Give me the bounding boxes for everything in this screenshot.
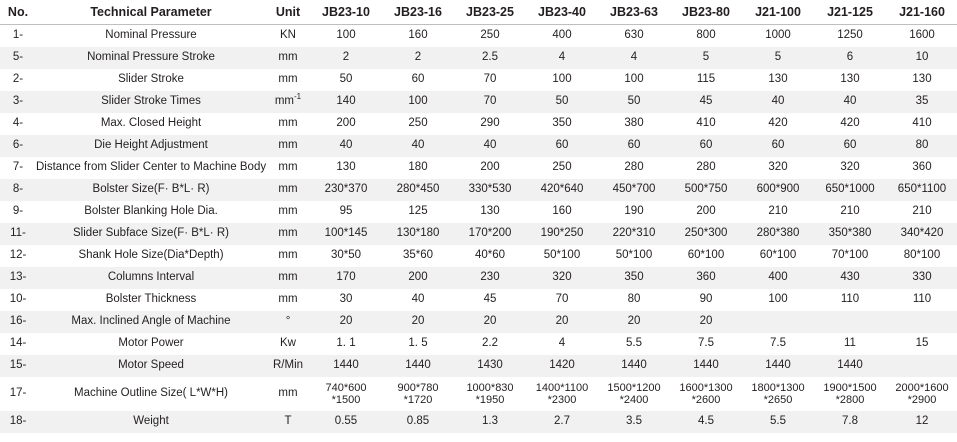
cell-value: 280*380 bbox=[756, 227, 800, 240]
cell-value: 5.5 bbox=[770, 415, 786, 428]
cell-value: 60 bbox=[627, 139, 641, 152]
table-row bbox=[0, 311, 957, 333]
column-header-jb23-80: JB23-80 bbox=[670, 0, 742, 25]
cell-value: 650*1100 bbox=[897, 183, 947, 196]
cell-value: 50 bbox=[627, 95, 641, 108]
cell-unit: Kw bbox=[280, 337, 296, 350]
cell-no: 2- bbox=[12, 73, 24, 86]
cell-value: 450*700 bbox=[612, 183, 656, 196]
cell-value bbox=[886, 311, 957, 333]
cell-value: 350 bbox=[624, 271, 644, 284]
cell-value: 1440 bbox=[693, 359, 719, 372]
cell-value: 350 bbox=[552, 117, 572, 130]
cell-value: 280 bbox=[696, 161, 716, 174]
cell-value: 100 bbox=[408, 95, 428, 108]
cell-parameter: Die Height Adjustment bbox=[94, 139, 208, 152]
cell-value: 110 bbox=[840, 293, 860, 306]
cell-value: 4 bbox=[630, 51, 638, 64]
cell-value: 130 bbox=[768, 73, 788, 86]
cell-parameter: Max. Closed Height bbox=[100, 117, 202, 130]
cell-unit: mm bbox=[278, 51, 298, 64]
cell-no: 10- bbox=[9, 293, 27, 306]
cell-value: 600*900 bbox=[756, 183, 800, 196]
cell-value: 230 bbox=[480, 271, 500, 284]
column-header-jb23-63: JB23-63 bbox=[598, 0, 670, 25]
cell-value: 250 bbox=[552, 161, 572, 174]
cell-value: 20 bbox=[411, 315, 425, 328]
table-row bbox=[0, 267, 957, 289]
table-row bbox=[0, 47, 957, 69]
cell-value: 320 bbox=[552, 271, 572, 284]
cell-value: 7.5 bbox=[770, 337, 786, 350]
cell-value: 60*100 bbox=[687, 249, 725, 262]
cell-value: 250 bbox=[408, 117, 428, 130]
cell-value: 100 bbox=[624, 73, 644, 86]
cell-value: 60 bbox=[699, 139, 713, 152]
cell-value: 35*60 bbox=[402, 249, 434, 262]
cell-value: 5.5 bbox=[626, 337, 642, 350]
table-row bbox=[0, 135, 957, 157]
cell-value: 280 bbox=[624, 161, 644, 174]
cell-value: 40 bbox=[339, 139, 353, 152]
cell-unit: mm bbox=[278, 271, 298, 284]
cell-value: 130 bbox=[840, 73, 860, 86]
table-row bbox=[0, 201, 957, 223]
cell-value: 11 bbox=[844, 337, 856, 350]
cell-value: 380 bbox=[624, 117, 644, 130]
cell-value: 170 bbox=[336, 271, 356, 284]
cell-value: 12 bbox=[915, 415, 929, 428]
column-header-jb23-25: JB23-25 bbox=[454, 0, 526, 25]
cell-value: 40 bbox=[843, 95, 857, 108]
cell-value: 630 bbox=[624, 29, 644, 42]
cell-unit: mm bbox=[278, 183, 298, 196]
cell-value: 60*100 bbox=[759, 249, 797, 262]
cell-value: 7.5 bbox=[698, 337, 714, 350]
cell-value: 40 bbox=[483, 139, 497, 152]
cell-value: 190*250 bbox=[540, 227, 584, 240]
column-header-jb23-40: JB23-40 bbox=[526, 0, 598, 25]
cell-unit: KN bbox=[280, 29, 296, 42]
cell-value: 1440 bbox=[621, 359, 647, 372]
cell-value: 650*1000 bbox=[825, 183, 875, 196]
cell-parameter: Machine Outline Size( L*W*H) bbox=[73, 387, 229, 400]
table-row bbox=[0, 69, 957, 91]
cell-value: 320 bbox=[768, 161, 788, 174]
cell-no: 11- bbox=[10, 227, 26, 240]
cell-unit: mm bbox=[278, 139, 298, 152]
cell-value: 1420 bbox=[549, 359, 575, 372]
cell-parameter: Bolster Blanking Hole Dia. bbox=[84, 205, 218, 218]
cell-value: 80 bbox=[915, 139, 929, 152]
cell-value: 20 bbox=[339, 315, 353, 328]
cell-value: 400 bbox=[768, 271, 788, 284]
cell-value: 20 bbox=[699, 315, 713, 328]
table-header bbox=[0, 0, 957, 25]
cell-value: 200 bbox=[480, 161, 500, 174]
cell-value: 70 bbox=[483, 95, 497, 108]
cell-value: 130 bbox=[480, 205, 500, 218]
cell-parameter: Slider Stroke bbox=[118, 73, 184, 86]
cell-value: 2.2 bbox=[482, 337, 498, 350]
cell-value: 15 bbox=[915, 337, 929, 350]
cell-value: 1600*1300 *2600 bbox=[679, 381, 733, 406]
cell-value: 100 bbox=[552, 73, 572, 86]
cell-unit: mm bbox=[278, 387, 298, 400]
cell-value: 200 bbox=[408, 271, 428, 284]
cell-no: 14- bbox=[9, 337, 27, 350]
cell-value bbox=[814, 311, 886, 333]
cell-value: 50 bbox=[555, 95, 569, 108]
table-row bbox=[0, 377, 957, 411]
cell-parameter: Max. Inclined Angle of Machine bbox=[71, 315, 231, 328]
table-body bbox=[0, 25, 957, 434]
cell-value: 330 bbox=[912, 271, 932, 284]
cell-value: 5 bbox=[702, 51, 710, 64]
table-row bbox=[0, 157, 957, 179]
cell-value: 10 bbox=[915, 51, 929, 64]
cell-parameter: Motor Power bbox=[118, 337, 184, 350]
cell-value: 210 bbox=[912, 205, 932, 218]
cell-value: 360 bbox=[696, 271, 716, 284]
cell-value: 2 bbox=[342, 51, 350, 64]
cell-value: 220*310 bbox=[612, 227, 656, 240]
cell-value bbox=[886, 355, 957, 377]
cell-unit: mm bbox=[278, 249, 298, 262]
cell-value: 900*780 *1720 bbox=[397, 381, 439, 406]
cell-value: 320 bbox=[840, 161, 860, 174]
cell-value: 125 bbox=[408, 205, 428, 218]
cell-value: 1. 1 bbox=[336, 337, 356, 350]
cell-parameter: Shank Hole Size(Dia*Depth) bbox=[78, 249, 224, 262]
cell-unit: mm bbox=[278, 161, 298, 174]
cell-value: 0.55 bbox=[334, 415, 358, 428]
cell-value: 350*380 bbox=[828, 227, 872, 240]
cell-parameter: Slider Subface Size(F· B*L· R) bbox=[73, 227, 229, 240]
table-row bbox=[0, 25, 957, 48]
cell-no: 15- bbox=[9, 359, 27, 372]
cell-no: 6- bbox=[12, 139, 24, 152]
cell-value: 1440 bbox=[405, 359, 431, 372]
cell-value: 110 bbox=[912, 293, 932, 306]
column-header-jb23-16: JB23-16 bbox=[382, 0, 454, 25]
table-header-row bbox=[0, 0, 957, 25]
cell-value: 740*600 *1500 bbox=[325, 381, 367, 406]
cell-value: 1440 bbox=[765, 359, 791, 372]
column-header-parameter: Technical Parameter bbox=[36, 0, 266, 25]
cell-no: 8- bbox=[12, 183, 24, 196]
cell-value: 500*750 bbox=[684, 183, 728, 196]
column-header-j21-125: J21-125 bbox=[814, 0, 886, 25]
cell-value: 60 bbox=[771, 139, 785, 152]
cell-no: 4- bbox=[12, 117, 24, 130]
cell-value: 230*370 bbox=[324, 183, 368, 196]
cell-unit: mm bbox=[278, 205, 298, 218]
cell-unit: mm bbox=[278, 73, 298, 86]
cell-no: 3- bbox=[12, 95, 24, 108]
cell-value: 1800*1300 *2650 bbox=[751, 381, 805, 406]
cell-value: 180 bbox=[408, 161, 428, 174]
cell-value: 4 bbox=[558, 51, 566, 64]
cell-value: 1500*1200 *2400 bbox=[607, 381, 661, 406]
cell-value: 45 bbox=[699, 95, 713, 108]
cell-value: 115 bbox=[696, 73, 716, 86]
column-header-j21-160: J21-160 bbox=[886, 0, 957, 25]
cell-value: 210 bbox=[768, 205, 788, 218]
cell-no: 17- bbox=[9, 387, 27, 400]
cell-value: 5 bbox=[774, 51, 782, 64]
cell-value: 40 bbox=[411, 293, 425, 306]
table-row bbox=[0, 355, 957, 377]
cell-value: 190 bbox=[624, 205, 644, 218]
table-row bbox=[0, 91, 957, 113]
cell-parameter: Slider Stroke Times bbox=[101, 95, 201, 108]
cell-value: 1900*1500 *2800 bbox=[823, 381, 877, 406]
table-row bbox=[0, 245, 957, 267]
cell-value: 1600 bbox=[909, 29, 935, 42]
cell-value: 290 bbox=[480, 117, 500, 130]
cell-value: 4.5 bbox=[698, 415, 714, 428]
cell-value: 400 bbox=[552, 29, 572, 42]
cell-value: 1000*830 *1950 bbox=[466, 381, 514, 406]
cell-no: 7- bbox=[12, 161, 24, 174]
column-header-unit: Unit bbox=[266, 0, 310, 25]
cell-value: 40 bbox=[411, 139, 425, 152]
cell-value: 40*60 bbox=[474, 249, 506, 262]
cell-no: 1- bbox=[12, 29, 24, 42]
cell-value: 410 bbox=[696, 117, 716, 130]
cell-value: 7.8 bbox=[842, 415, 858, 428]
cell-value: 0.85 bbox=[406, 415, 430, 428]
cell-value: 3.5 bbox=[626, 415, 642, 428]
cell-value: 280*450 bbox=[396, 183, 440, 196]
cell-unit: mm bbox=[278, 293, 298, 306]
cell-value: 420 bbox=[768, 117, 788, 130]
cell-parameter: Motor Speed bbox=[118, 359, 184, 372]
cell-value: 200 bbox=[696, 205, 716, 218]
cell-value: 100*145 bbox=[324, 227, 368, 240]
cell-parameter: Distance from Slider Center to Machine Body bbox=[36, 161, 266, 174]
cell-value: 100 bbox=[336, 29, 356, 42]
cell-value: 130*180 bbox=[396, 227, 440, 240]
cell-no: 12- bbox=[9, 249, 27, 262]
cell-value: 2 bbox=[414, 51, 422, 64]
column-header-jb23-10: JB23-10 bbox=[310, 0, 382, 25]
cell-value: 50*100 bbox=[615, 249, 653, 262]
cell-value: 130 bbox=[912, 73, 932, 86]
cell-parameter: Bolster Size(F· B*L· R) bbox=[92, 183, 210, 196]
cell-parameter: Nominal Pressure bbox=[105, 29, 197, 42]
cell-no: 16- bbox=[9, 315, 27, 328]
cell-value: 330*530 bbox=[468, 183, 512, 196]
column-header-j21-100: J21-100 bbox=[742, 0, 814, 25]
cell-value: 1440 bbox=[333, 359, 359, 372]
cell-value: 1400*1100 *2300 bbox=[535, 381, 589, 406]
cell-unit: $mm^{-1}$ bbox=[274, 92, 302, 108]
cell-value: 1.3 bbox=[482, 415, 498, 428]
cell-value: 170*200 bbox=[468, 227, 512, 240]
cell-value: 60 bbox=[555, 139, 569, 152]
cell-value: 80 bbox=[627, 293, 641, 306]
table-row bbox=[0, 179, 957, 201]
cell-value: 800 bbox=[696, 29, 716, 42]
cell-value: 6 bbox=[846, 51, 854, 64]
cell-value: 20 bbox=[555, 315, 569, 328]
table-row bbox=[0, 411, 957, 433]
cell-parameter: Bolster Thickness bbox=[105, 293, 197, 306]
cell-value: 140 bbox=[336, 95, 356, 108]
cell-value: 1250 bbox=[837, 29, 863, 42]
cell-value: 70*100 bbox=[831, 249, 869, 262]
cell-value: 360 bbox=[912, 161, 932, 174]
cell-value: 1. 5 bbox=[408, 337, 428, 350]
cell-value: 70 bbox=[483, 73, 497, 86]
cell-value: 4 bbox=[558, 337, 566, 350]
cell-value: 160 bbox=[552, 205, 572, 218]
cell-value: 30 bbox=[339, 293, 353, 306]
cell-value: 200 bbox=[336, 117, 356, 130]
cell-unit: R/Min bbox=[272, 359, 304, 372]
cell-value: 60 bbox=[843, 139, 857, 152]
cell-parameter: Columns Interval bbox=[107, 271, 195, 284]
cell-value: 250*300 bbox=[684, 227, 728, 240]
cell-value: 2.7 bbox=[554, 415, 570, 428]
cell-value: 45 bbox=[483, 293, 497, 306]
cell-value: 90 bbox=[699, 293, 713, 306]
cell-value: 430 bbox=[840, 271, 860, 284]
cell-value: 40 bbox=[771, 95, 785, 108]
cell-value: 2.5 bbox=[482, 51, 498, 64]
column-header-no: No. bbox=[0, 0, 36, 25]
cell-value: 100 bbox=[768, 293, 788, 306]
cell-value: 420*640 bbox=[540, 183, 584, 196]
cell-value: 80*100 bbox=[903, 249, 941, 262]
cell-value: 420 bbox=[840, 117, 860, 130]
cell-value: 35 bbox=[915, 95, 929, 108]
cell-parameter: Weight bbox=[133, 415, 169, 428]
cell-no: 18- bbox=[9, 415, 27, 428]
cell-value: 250 bbox=[480, 29, 500, 42]
cell-value: 2000*1600 *2900 bbox=[895, 381, 949, 406]
cell-value: 20 bbox=[627, 315, 641, 328]
table-row bbox=[0, 289, 957, 311]
table-row bbox=[0, 333, 957, 355]
cell-parameter: Nominal Pressure Stroke bbox=[87, 51, 215, 64]
cell-value: 160 bbox=[408, 29, 428, 42]
cell-unit: mm bbox=[278, 227, 298, 240]
cell-no: 5- bbox=[12, 51, 24, 64]
cell-value: 30*50 bbox=[330, 249, 362, 262]
cell-unit: ° bbox=[285, 315, 291, 328]
cell-value: 1440 bbox=[837, 359, 863, 372]
cell-value: 60 bbox=[411, 73, 425, 86]
cell-value: 50*100 bbox=[543, 249, 581, 262]
cell-no: 13- bbox=[9, 271, 27, 284]
cell-value: 20 bbox=[483, 315, 497, 328]
cell-value: 340*420 bbox=[900, 227, 944, 240]
cell-value: 70 bbox=[555, 293, 569, 306]
cell-no: 9- bbox=[12, 205, 24, 218]
cell-value: 410 bbox=[912, 117, 932, 130]
table-row bbox=[0, 113, 957, 135]
cell-value: 1430 bbox=[477, 359, 503, 372]
cell-value: 1000 bbox=[765, 29, 791, 42]
table-row bbox=[0, 223, 957, 245]
cell-unit: mm bbox=[278, 117, 298, 130]
cell-value bbox=[742, 311, 814, 333]
cell-value: 210 bbox=[840, 205, 860, 218]
cell-unit: T bbox=[284, 415, 292, 428]
cell-value: 50 bbox=[339, 73, 353, 86]
cell-value: 130 bbox=[336, 161, 356, 174]
cell-value: 95 bbox=[339, 205, 353, 218]
